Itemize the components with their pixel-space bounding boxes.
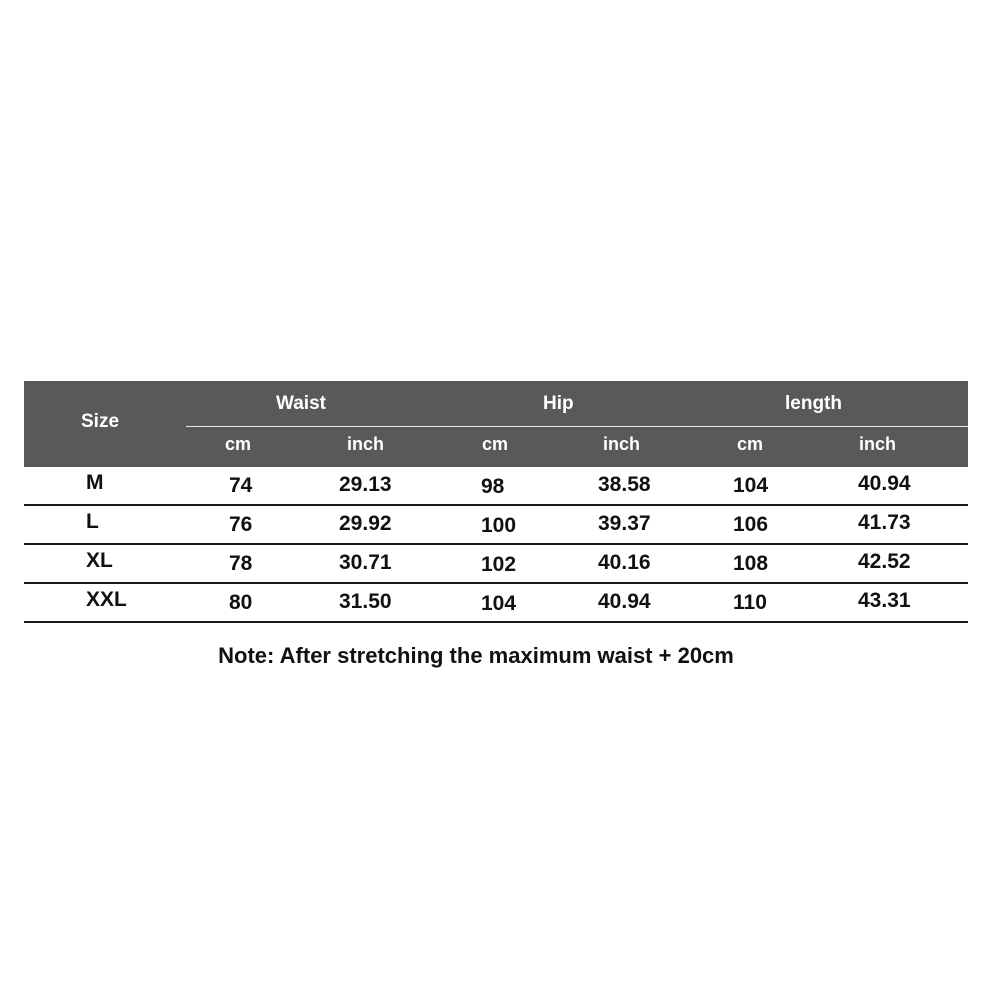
waist-cm-cell: 74: [229, 474, 253, 497]
waist-group-header: Waist: [276, 393, 326, 414]
hip-inch-cell: 40.94: [598, 590, 651, 613]
table-row: [24, 584, 968, 623]
unit-header: inch: [347, 434, 385, 454]
hip-cm-cell: 100: [481, 514, 517, 537]
length-cm-cell: 110: [733, 591, 767, 614]
waist-cm-cell: 76: [229, 513, 253, 536]
unit-header: cm: [225, 434, 252, 454]
hip-inch-cell: 38.58: [598, 473, 651, 496]
length-inch-cell: 43.31: [858, 589, 911, 612]
unit-header: cm: [482, 434, 509, 454]
waist-inch-cell: 31.50: [339, 590, 392, 613]
table-row: [24, 545, 968, 584]
header-divider: [186, 426, 968, 427]
hip-inch-cell: 40.16: [598, 551, 651, 574]
length-inch-cell: 40.94: [858, 472, 911, 495]
waist-inch-cell: 30.71: [339, 551, 392, 574]
length-cm-cell: 106: [733, 513, 769, 536]
hip-cm-cell: 102: [481, 553, 517, 576]
stretch-note: Note: After stretching the maximum waist + 20cm: [218, 643, 734, 668]
waist-cm-cell: 78: [229, 552, 253, 575]
size-label: XXL: [86, 588, 127, 611]
length-cm-cell: 104: [733, 474, 769, 497]
size-column-header: Size: [81, 411, 120, 432]
table-row: [24, 506, 968, 545]
unit-header: inch: [859, 434, 897, 454]
unit-header: cm: [737, 434, 764, 454]
size-label: L: [86, 510, 99, 533]
length-group-header: length: [785, 393, 842, 414]
size-label: XL: [86, 549, 113, 572]
table-header: [24, 381, 968, 467]
hip-inch-cell: 39.37: [598, 512, 651, 535]
length-inch-cell: 41.73: [858, 511, 911, 534]
unit-header: inch: [603, 434, 641, 454]
size-label: M: [86, 471, 104, 494]
hip-cm-cell: 104: [481, 592, 517, 615]
table-row: [24, 467, 968, 506]
size-chart-table: [24, 381, 968, 623]
length-cm-cell: 108: [733, 552, 769, 575]
waist-inch-cell: 29.13: [339, 473, 392, 496]
waist-inch-cell: 29.92: [339, 512, 392, 535]
waist-cm-cell: 80: [229, 591, 253, 614]
hip-group-header: Hip: [543, 393, 574, 414]
length-inch-cell: 42.52: [858, 550, 911, 573]
hip-cm-cell: 98: [481, 475, 505, 498]
